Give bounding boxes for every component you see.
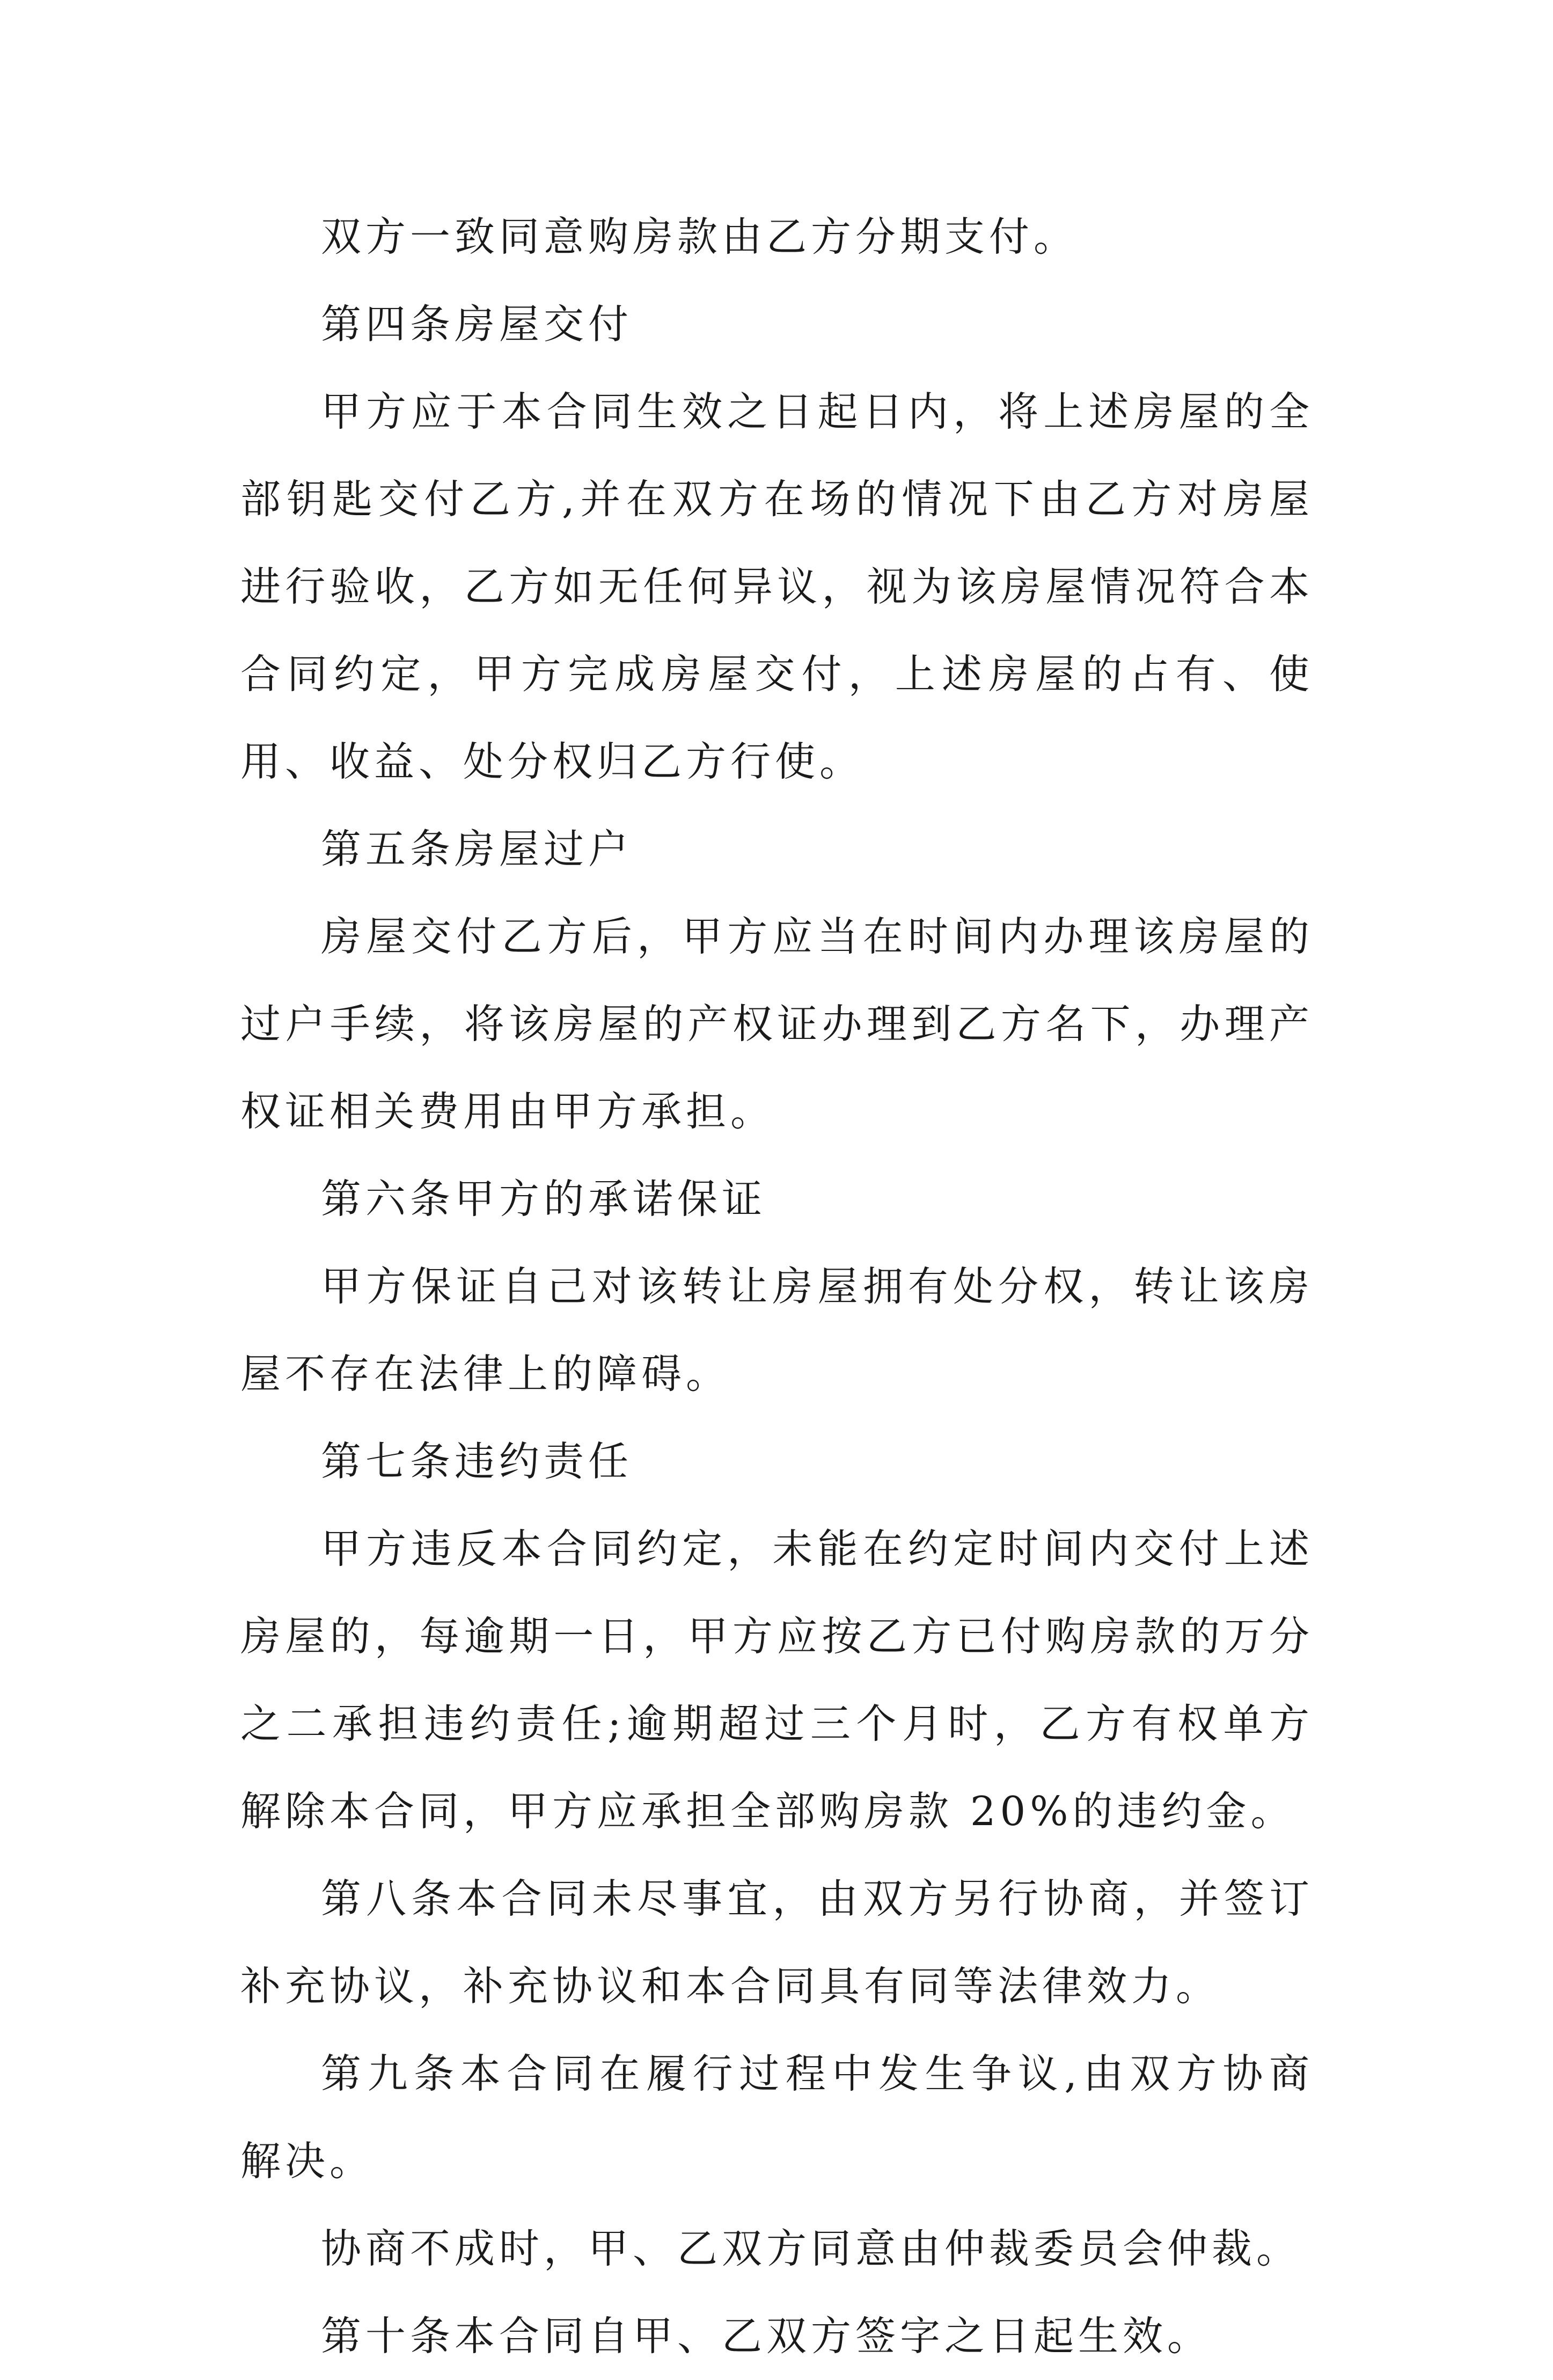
paragraph-payment-installments: 双方一致同意购房款由乙方分期支付。 — [321, 213, 1079, 260]
article-8: 第八条本合同未尽事宜，由双方另行协商，并签订补充协议，补充协议和本合同具有同等法律效力。 — [240, 1875, 1314, 2010]
article-6-body: 甲方保证自己对该转让房屋拥有处分权，转让该房屋不存在法律上的障碍。 — [240, 1263, 1314, 1397]
article-4-heading: 第四条房屋交付 — [321, 301, 633, 348]
article-7-heading: 第七条违约责任 — [321, 1438, 633, 1485]
article-5-body: 房屋交付乙方后，甲方应当在时间内办理该房屋的过户手续，将该房屋的产权证办理到乙方名下，办理产权证相关费用由甲方承担。 — [240, 913, 1314, 1135]
article-9: 第九条本合同在履行过程中发生争议,由双方协商解决。 — [240, 2050, 1314, 2185]
article-4-body: 甲方应于本合同生效之日起日内，将上述房屋的全部钥匙交付乙方,并在双方在场的情况下由乙方对房屋进行验收，乙方如无任何异议，视为该房屋情况符合本合同约定，甲方完成房屋交付，上述房屋的占有、使用、收益、处分权归乙方行使。 — [240, 388, 1314, 785]
document-body — [240, 193, 1314, 2380]
article-9-continued: 协商不成时，甲、乙双方同意由仲裁委员会仲裁。 — [321, 2225, 1301, 2272]
article-10: 第十条本合同自甲、乙双方签字之日起生效。 — [321, 2312, 1212, 2360]
article-6-heading: 第六条甲方的承诺保证 — [321, 1175, 767, 1222]
article-5-heading: 第五条房屋过户 — [321, 825, 633, 873]
article-7-body: 甲方违反本合同约定，未能在约定时间内交付上述房屋的，每逾期一日，甲方应按乙方已付购房款的万分之二承担违约责任;逾期超过三个月时，乙方有权单方解除本合同，甲方应承担全部购房款 20%的违约金。 — [240, 1525, 1314, 1835]
